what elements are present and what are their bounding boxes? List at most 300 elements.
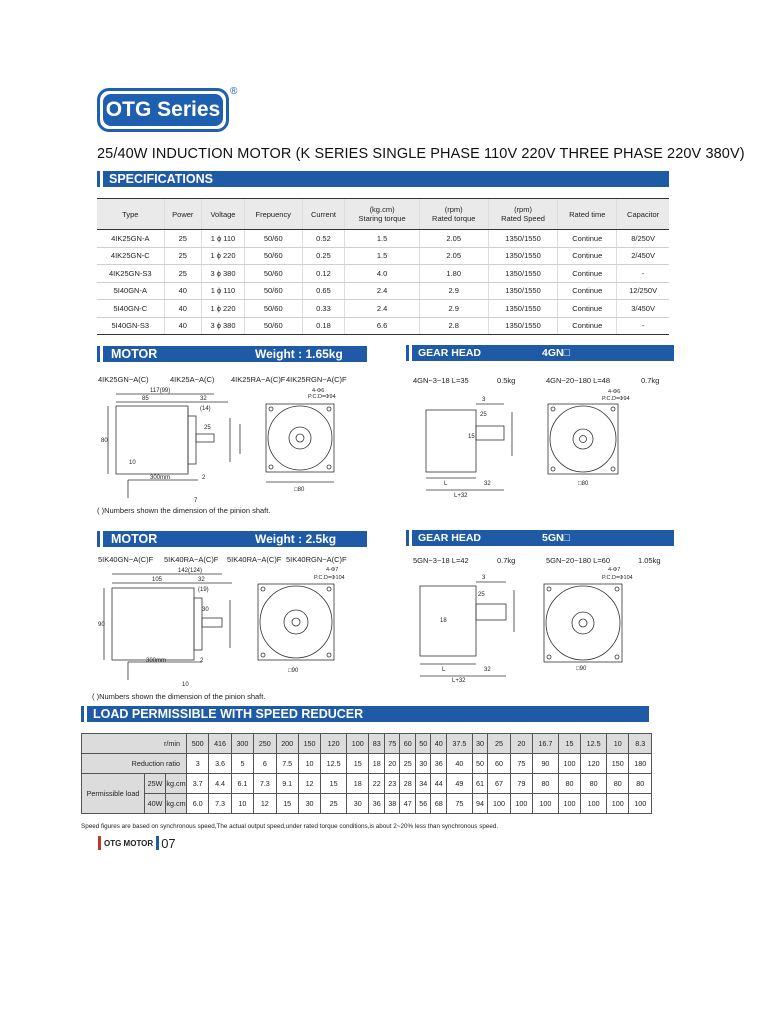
table-cell: Continue [558, 317, 617, 335]
load-cell: 9.1 [276, 774, 298, 794]
shaft-circle [580, 436, 587, 443]
table-cell: Continue [558, 265, 617, 283]
mounting-hole [327, 587, 331, 591]
brand-logo [97, 88, 229, 132]
mounting-hole [551, 467, 555, 471]
rpm-cell: 40 [431, 734, 447, 754]
pinion-note: ( )Numbers shown the dimension of the pinion shaft. [97, 506, 271, 515]
ratio-cell: 6 [254, 754, 276, 774]
flange-circle [284, 610, 308, 634]
ratio-cell: 18 [369, 754, 385, 774]
load-cell: 22 [369, 774, 385, 794]
table-cell: 50/60 [244, 247, 302, 265]
row-label: r/min [82, 734, 187, 754]
table-cell: 2.8 [419, 317, 488, 335]
table-cell: 50/60 [244, 300, 302, 318]
shaft-circle [292, 618, 300, 626]
load-cell: 4.4 [209, 774, 231, 794]
gearhead-spec-line [413, 376, 660, 385]
table-cell: 1350/1550 [488, 282, 558, 300]
load-cell: 3.7 [187, 774, 209, 794]
table-cell: 25 [164, 230, 201, 248]
flange-circle [260, 586, 332, 658]
dimension-label: L+32 [454, 493, 468, 498]
table-cell: 25 [164, 265, 201, 283]
column-header-label: Staring torque [358, 214, 406, 223]
motor-shaft [196, 434, 214, 442]
dimension-label: 32 [484, 667, 491, 673]
load-cell: 28 [400, 774, 416, 794]
column-header-label: Frepuency [255, 209, 291, 219]
dimension-label: 300mm [146, 658, 167, 664]
dimension-label: 85 [142, 396, 149, 402]
row-label: Reduction ratio [82, 754, 187, 774]
column-header [97, 199, 164, 230]
ratio-cell: 60 [488, 754, 510, 774]
gearhead-label: GEAR HEAD [418, 347, 482, 359]
gearhead-shaft [476, 604, 506, 620]
dimension-label: □80 [294, 487, 305, 493]
mounting-hole [551, 407, 555, 411]
dimension-label: L [444, 481, 448, 487]
gearhead-weight: 0.7kg [497, 556, 516, 565]
table-body [97, 230, 669, 335]
rpm-cell: 100 [347, 734, 369, 754]
rpm-cell: 25 [488, 734, 510, 754]
rpm-cell: 50 [415, 734, 431, 754]
gearhead-shaft [476, 426, 504, 440]
dimension-label: 3 [482, 575, 486, 581]
page-title: 25/40W INDUCTION MOTOR (K SERIES SINGLE PHASE 110V 220V THREE PHASE 220V 380V) [97, 146, 745, 162]
mounting-hole [611, 467, 615, 471]
dimension-label: 25 [204, 425, 211, 431]
dimension-label: 90 [98, 622, 105, 628]
unit-label: kg.cm [166, 774, 187, 794]
gearhead-face [544, 584, 622, 662]
load-cell: 30 [347, 794, 369, 814]
gearhead-circle [573, 429, 593, 449]
table-cell: Continue [558, 300, 617, 318]
motor-model: 4IK25GN−A(C) [98, 375, 149, 384]
table-cell: 1 ϕ 220 [202, 300, 245, 318]
gearhead-weight: 0.5kg [497, 376, 516, 385]
ratio-cell: 10 [298, 754, 320, 774]
load-cell: 68 [431, 794, 447, 814]
load-cell: 47 [400, 794, 416, 814]
dimension-label: □80 [578, 481, 589, 487]
dimension-label: 32 [198, 577, 205, 583]
bar-marker [97, 531, 100, 547]
table-cell: 2.4 [345, 300, 419, 318]
shaft-circle [579, 619, 587, 627]
bar-marker [81, 706, 84, 722]
table-cell: 4IK25GN-C [97, 247, 164, 265]
table-cell: 1.80 [419, 265, 488, 283]
table-cell: - [617, 317, 669, 335]
column-header [558, 199, 617, 230]
dimension-label: 7 [194, 498, 198, 504]
load-cell: 12 [254, 794, 276, 814]
flange-circle [289, 427, 311, 449]
table-cell: 50/60 [244, 317, 302, 335]
load-cell: 79 [510, 774, 532, 794]
gearhead-bar-5gn [412, 530, 674, 546]
dimension-label: 105 [152, 577, 163, 583]
load-cell: 100 [629, 794, 652, 814]
load-cell: 12 [298, 774, 320, 794]
table-cell: 4IK25GN-S3 [97, 265, 164, 283]
table-header-row [97, 199, 669, 230]
motor-25w-drawing [98, 386, 358, 504]
table-cell: 2/450V [617, 247, 669, 265]
mounting-hole [547, 655, 551, 659]
column-header-label: Rated torque [432, 214, 476, 223]
dimension-label: P.C.D=Φ104 [314, 575, 345, 581]
load-cell: 38 [384, 794, 400, 814]
dimension-label: 32 [200, 396, 207, 402]
rpm-cell: 20 [510, 734, 532, 754]
column-header-label: Rated time [569, 209, 606, 219]
rpm-cell: 500 [187, 734, 209, 754]
rpm-cell: 200 [276, 734, 298, 754]
table-row [97, 282, 669, 300]
rpm-cell: 75 [384, 734, 400, 754]
load-cell: 7.3 [254, 774, 276, 794]
rpm-cell: 8.3 [629, 734, 652, 754]
ratio-cell: 50 [472, 754, 488, 774]
bar-marker [97, 171, 100, 187]
mounting-hole [261, 587, 265, 591]
column-header [202, 199, 245, 230]
table-cell: 2.05 [419, 230, 488, 248]
load-cell: 18 [347, 774, 369, 794]
bar-marker [406, 345, 409, 361]
table-cell: 1 ϕ 110 [202, 230, 245, 248]
ratio-cell: 90 [533, 754, 559, 774]
rpm-cell: 60 [400, 734, 416, 754]
dimension-label: 10 [182, 682, 189, 688]
dimension-label: 18 [440, 618, 447, 624]
ratio-cell: 3.6 [209, 754, 231, 774]
dimension-label: 300mm [150, 475, 171, 481]
motor-weight: Weight : 2.5kg [255, 532, 337, 546]
table-cell: 50/60 [244, 265, 302, 283]
mounting-hole [615, 587, 619, 591]
mounting-hole [327, 653, 331, 657]
table-cell: 40 [164, 317, 201, 335]
load-cell: 49 [446, 774, 472, 794]
column-header [488, 199, 558, 230]
table-cell: 1350/1550 [488, 300, 558, 318]
table-cell: Continue [558, 247, 617, 265]
column-header-label: Type [122, 209, 139, 219]
gearhead-body [426, 410, 476, 472]
table-row [97, 247, 669, 265]
load-cell: 80 [533, 774, 559, 794]
ratio-cell: 30 [415, 754, 431, 774]
dimension-label: (19) [198, 587, 209, 593]
table-cell: 1350/1550 [488, 265, 558, 283]
dimension-label: 2 [200, 658, 204, 664]
motor-weight: Weight : 1.65kg [255, 347, 343, 361]
load-cell: 80 [581, 774, 607, 794]
pinion-note: ( )Numbers shown the dimension of the pinion shaft. [92, 692, 266, 701]
motor-bar-40w [103, 531, 367, 547]
table-cell: 40 [164, 300, 201, 318]
table-cell: 2.4 [345, 282, 419, 300]
gearhead-5gn-drawing [412, 566, 672, 682]
column-header-label: Rated Speed [501, 214, 545, 223]
load-cell: 100 [533, 794, 559, 814]
column-header-label: Capacitor [627, 209, 660, 219]
dimension-label: 25 [480, 412, 487, 418]
load-cell: 80 [558, 774, 580, 794]
rpm-cell: 416 [209, 734, 231, 754]
table-cell: - [617, 265, 669, 283]
table-cell: 0.25 [302, 247, 345, 265]
dimension-label: 4-Φ7 [326, 567, 339, 573]
load-cell: 100 [488, 794, 510, 814]
logo-text: OTG Series [103, 94, 223, 126]
ratio-cell: 5 [231, 754, 253, 774]
ratio-cell: 150 [607, 754, 629, 774]
motor-body [116, 406, 188, 474]
dimension-label: P.C.D=Φ94 [308, 394, 336, 400]
specifications-table [97, 198, 669, 335]
ratio-cell: 12.5 [321, 754, 347, 774]
rpm-cell: 12.5 [581, 734, 607, 754]
motor-shaft [202, 618, 222, 627]
motor-model-list [98, 375, 347, 384]
dimension-label: 15 [468, 434, 475, 440]
load-heading: LOAD PERMISSIBLE WITH SPEED REDUCER [93, 707, 364, 721]
rpm-cell: 10 [607, 734, 629, 754]
ratio-cell: 25 [400, 754, 416, 774]
load-cell: 44 [431, 774, 447, 794]
motor-40w-drawing [98, 566, 358, 688]
dimension-label: 10 [129, 460, 136, 466]
flange-face [266, 404, 334, 472]
dimension-label: P.C.D=Φ104 [602, 575, 633, 581]
table-cell: 6.6 [345, 317, 419, 335]
mounting-hole [327, 407, 331, 411]
load-cell: 100 [510, 794, 532, 814]
motor-model: 4IK25RGN−A(C)F [286, 375, 347, 384]
table-cell: 2.05 [419, 247, 488, 265]
column-header [617, 199, 669, 230]
load-cell: 15 [321, 774, 347, 794]
gearhead-spec: 4GN−20~180 L=48 [546, 376, 611, 385]
gearhead-spec: 5GN−20~180 L=60 [546, 556, 611, 565]
table-cell: 1 ϕ 220 [202, 247, 245, 265]
table-row [97, 265, 669, 283]
rpm-cell: 83 [369, 734, 385, 754]
flange-face [258, 584, 334, 660]
table-cell: 3 ϕ 380 [202, 265, 245, 283]
mounting-hole [615, 655, 619, 659]
gearhead-face [548, 404, 618, 474]
table-row [82, 754, 652, 774]
load-cell: 100 [607, 794, 629, 814]
column-header [302, 199, 345, 230]
motor-model: 4IK25A−A(C) [170, 375, 215, 384]
bar-marker [406, 530, 409, 546]
dimension-label: 32 [484, 481, 491, 487]
row-label: Permissible load [82, 774, 145, 814]
mounting-hole [269, 407, 273, 411]
gearhead-label: GEAR HEAD [418, 532, 482, 544]
gearhead-model: 4GN□ [542, 347, 570, 359]
table-cell: Continue [558, 282, 617, 300]
load-cell: 80 [629, 774, 652, 794]
table-cell: 1350/1550 [488, 317, 558, 335]
column-header-unit: (rpm) [514, 205, 532, 214]
table-cell: 0.33 [302, 300, 345, 318]
table-cell: 4IK25GN-A [97, 230, 164, 248]
mounting-hole [611, 407, 615, 411]
dimension-label: □90 [288, 668, 299, 674]
ratio-cell: 7.5 [276, 754, 298, 774]
dimension-label: 4-Φ6 [608, 389, 621, 395]
motor-flange [194, 598, 202, 650]
rpm-cell: 300 [231, 734, 253, 754]
mounting-hole [269, 465, 273, 469]
ratio-cell: 40 [446, 754, 472, 774]
table-cell: 3 ϕ 380 [202, 317, 245, 335]
ratio-cell: 120 [581, 754, 607, 774]
load-table [81, 733, 652, 814]
table-cell: 2.9 [419, 282, 488, 300]
footer-brand [98, 835, 176, 851]
speed-footnote: Speed figures are based on synchronous speed,The actual output speed,under rated torque conditions,is about 2~20% less than synchronous speed. [81, 823, 499, 830]
flange-circle [268, 406, 332, 470]
rpm-cell: 30 [472, 734, 488, 754]
brand-blue-mark [156, 836, 159, 850]
dimension-label: 3 [482, 397, 486, 403]
table-cell: 1.5 [345, 230, 419, 248]
dimension-label: 80 [101, 438, 108, 444]
rpm-cell: 15 [558, 734, 580, 754]
table-cell: 50/60 [244, 282, 302, 300]
dimension-label: P.C.D=Φ94 [602, 396, 630, 402]
table-cell: 5I40GN-S3 [97, 317, 164, 335]
column-header [345, 199, 419, 230]
gearhead-spec: 4GN−3~18 L=35 [413, 376, 469, 385]
table-cell: 5I40GN-C [97, 300, 164, 318]
registered-mark: ® [230, 86, 238, 97]
table-cell: 50/60 [244, 230, 302, 248]
motor-body [112, 588, 194, 660]
brand-name: OTG MOTOR [104, 838, 154, 848]
ratio-cell: 75 [510, 754, 532, 774]
motor-model: 5IK40GN−A(C)F [98, 555, 154, 564]
load-cell: 67 [488, 774, 510, 794]
mounting-hole [327, 465, 331, 469]
load-cell: 15 [276, 794, 298, 814]
table-row [97, 317, 669, 335]
motor-model: 5IK40RGN−A(C)F [286, 555, 347, 564]
table-cell: 3/450V [617, 300, 669, 318]
table-cell: 0.12 [302, 265, 345, 283]
table-row [97, 230, 669, 248]
column-header-label: Power [172, 209, 194, 219]
rpm-cell: 150 [298, 734, 320, 754]
load-cell: 36 [369, 794, 385, 814]
load-cell: 75 [446, 794, 472, 814]
dimension-label: (14) [200, 406, 211, 412]
table-cell: 4.0 [345, 265, 419, 283]
load-cell: 6.0 [187, 794, 209, 814]
bar-marker [97, 346, 100, 362]
motor-bar-25w [103, 346, 367, 362]
motor-model-list [98, 555, 347, 564]
gearhead-weight: 0.7kg [641, 376, 660, 385]
gearhead-bar-4gn [412, 345, 674, 361]
table-cell: 1350/1550 [488, 247, 558, 265]
column-header [244, 199, 302, 230]
load-cell: 61 [472, 774, 488, 794]
table-cell: 0.65 [302, 282, 345, 300]
mounting-hole [261, 653, 265, 657]
unit-label: kg.cm [166, 794, 187, 814]
gearhead-circle [550, 406, 616, 472]
table-cell: 1.5 [345, 247, 419, 265]
ratio-cell: 180 [629, 754, 652, 774]
load-cell: 100 [581, 794, 607, 814]
dimension-label: L+32 [452, 678, 466, 682]
load-cell: 7.3 [209, 794, 231, 814]
motor-model: 5IK40RA−A(C)F [164, 555, 219, 564]
load-bar [87, 706, 649, 722]
ratio-cell: 3 [187, 754, 209, 774]
table-cell: 25 [164, 247, 201, 265]
load-cell: 56 [415, 794, 431, 814]
gearhead-circle [572, 612, 594, 634]
column-header [419, 199, 488, 230]
motor-model: 4IK25RA−A(C)F [231, 375, 286, 384]
gearhead-spec: 5GN−3~18 L=42 [413, 556, 469, 565]
column-header-label: Current [310, 209, 336, 219]
dimension-label: 25 [478, 592, 485, 598]
dimension-label: 2 [202, 475, 206, 481]
ratio-cell: 20 [384, 754, 400, 774]
ratio-cell: 36 [431, 754, 447, 774]
table-cell: 0.52 [302, 230, 345, 248]
table-row [82, 774, 652, 794]
ratio-cell: 15 [347, 754, 369, 774]
gearhead-body [420, 586, 476, 656]
page-number: 07 [161, 835, 176, 851]
mounting-hole [547, 587, 551, 591]
table-cell: 1 ϕ 110 [202, 282, 245, 300]
table-row [82, 794, 652, 814]
load-cell: 94 [472, 794, 488, 814]
ratio-cell: 100 [558, 754, 580, 774]
rpm-cell: 16.7 [533, 734, 559, 754]
gearhead-circle [546, 586, 620, 660]
shaft-circle [296, 434, 304, 442]
column-header-label: Voltage [210, 209, 236, 219]
load-cell: 25 [321, 794, 347, 814]
dimension-label: □90 [576, 666, 587, 672]
load-cell: 6.1 [231, 774, 253, 794]
load-cell: 30 [298, 794, 320, 814]
specifications-bar [103, 171, 669, 187]
power-label: 40W [145, 794, 166, 814]
brand-red-mark [98, 836, 101, 850]
table-cell: 0.18 [302, 317, 345, 335]
dimension-label: 30 [202, 607, 209, 613]
